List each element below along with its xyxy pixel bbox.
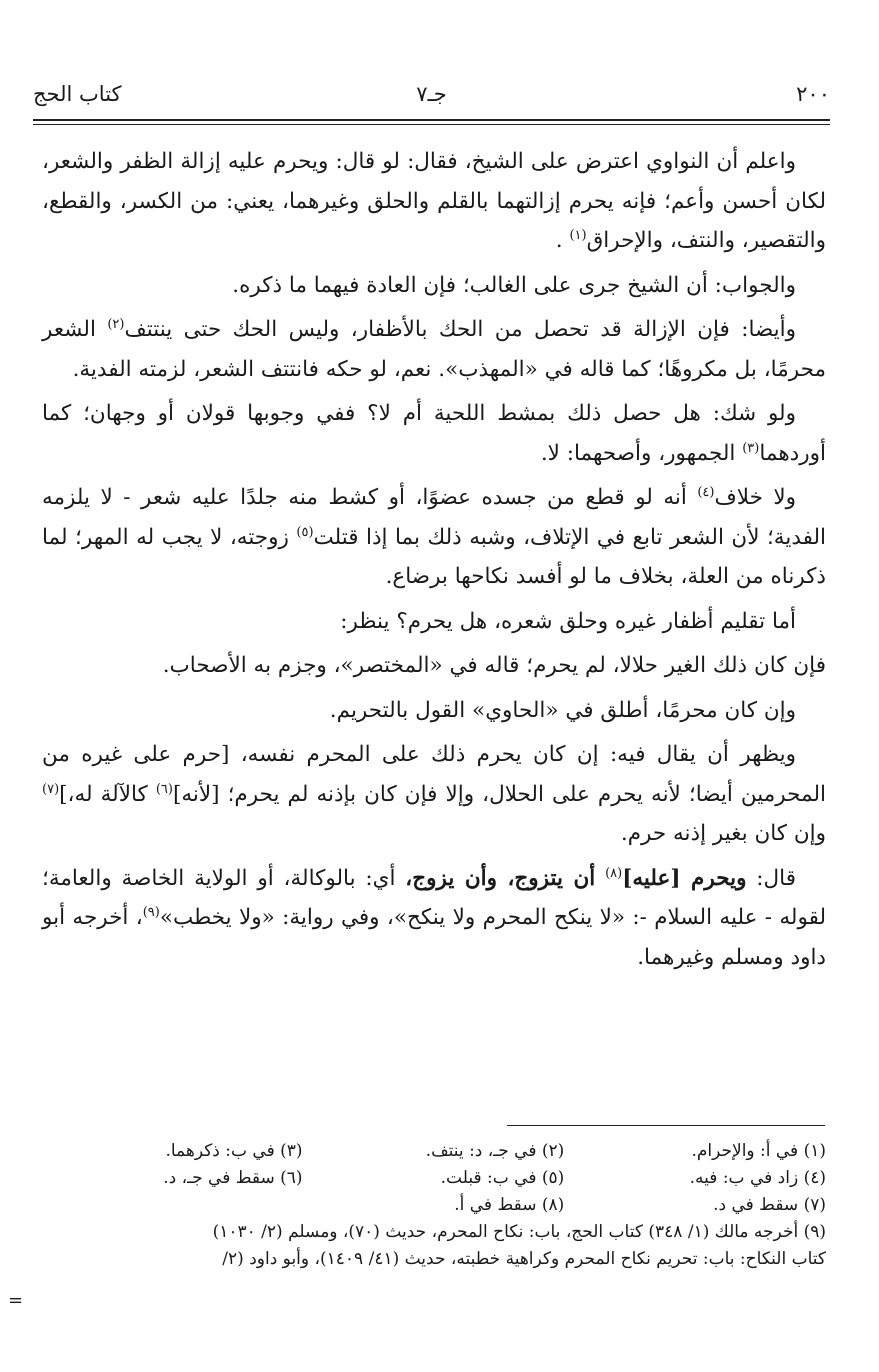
footnote-rule — [507, 1125, 825, 1126]
page-number: ٢٠٠ — [796, 82, 830, 106]
paragraph: ولو شك: هل حصل ذلك بمشط اللحية أم لا؟ ففي وجوبها قولان أو وجهان؛ كما أوردهما$^{(٣)}$ الجمهور، وأصحهما: لا. — [42, 401, 826, 466]
footnote-ref: (٧) — [42, 781, 60, 797]
main-text — [42, 142, 826, 982]
footnote-ref: (٢) — [107, 316, 125, 332]
footnote-row: (٤) زاد في ب: فيه. (٥) في ب: قبلت. (٦) سقط في جـ، د. — [163, 1168, 826, 1188]
paragraph: أما تقليم أظفار غيره وحلق شعره، هل يحرم؟ ينظر: — [340, 608, 796, 634]
paragraph: ولا خلاف$^{(٤)}$ أنه لو قطع من جسده عضوًا، أو كشط منه جلدًا عليه شعر - لا يلزمه الفدية؛ لأن الشعر تابع في الإتلاف، وشبه ذلك بما إذا قتلت$^{(٥)}$ زوجته، لا يجب له المهر؛ لما ذكرناه من العلة، بخلاف ما لو أفسد نكاحها برضاع. — [42, 484, 827, 589]
paragraph: ويظهر أن يقال فيه: إن كان يحرم ذلك على المحرم نفسه، [حرم على غيره من المحرمين أيضا؛ لأنه يحرم على الحلال، وإلا فإن كان بإذنه لم يحرم؛ [لأنه]$^{(٦)}$ كالآلة له،]$^{(٧)}$ وإن كان بغير إذنه حرم. — [42, 742, 826, 846]
footnote-9-continued: كتاب النكاح: باب: تحريم نكاح المحرم وكراهية خطبته، حديث (٤١/ ١٤٠٩)، وأبو داود (٢/ — [222, 1249, 826, 1269]
footnote-row: (٧) سقط في د. (٨) سقط في أ. — [454, 1195, 826, 1215]
footnote-row: (١) في أ: والإحرام. (٢) في جـ، د: ينتف. (٣) في ب: ذكرهما. — [165, 1141, 826, 1161]
footnote-ref: (٩) — [142, 904, 160, 920]
header-rule — [33, 119, 830, 121]
book-title: كتاب الحج — [33, 82, 122, 106]
footnote-9: (٩) أخرجه مالك (١/ ٣٤٨) كتاب الحج، باب: نكاح المحرم، حديث (٧٠)، ومسلم (٢/ ١٠٣٠) — [212, 1222, 826, 1242]
footnote-ref: (٨) — [605, 865, 623, 881]
paragraph: فإن كان ذلك الغير حلالا، لم يحرم؛ قاله في «المختصر»، وجزم به الأصحاب. — [162, 653, 826, 678]
footnote-ref: (٣) — [742, 440, 760, 456]
paragraph: وإن كان محرمًا، أطلق في «الحاوي» القول بالتحريم. — [329, 697, 796, 723]
footnote-ref: (٤) — [697, 484, 715, 500]
paragraph: وأيضا: فإن الإزالة قد تحصل من الحك بالأظفار، وليس الحك حتى ينتتف$^{(٢)}$ الشعر محرمًا، بل مكروهًا؛ كما قاله في «المهذب». نعم، لو حكه فانتتف الشعر، لزمته الفدية. — [42, 316, 826, 382]
header-rule-thin — [33, 124, 830, 125]
paragraph: قال: ويحرم [عليه]$^{(٨)}$ أن يتزوج، وأن يزوج، أي: بالوكالة، أو الولاية الخاصة والعامة؛ لقوله - عليه السلام -: «لا ينكح المحرم ولا ينكح»، وفي رواية: «ولا يخطب»$^{(٩)}$، أخرجه أبو داود ومسلم وغيرهما. — [42, 865, 826, 970]
footnote-ref: (٦) — [155, 781, 173, 797]
edge-mark: = — [8, 1290, 24, 1311]
footnote-ref: (١) — [569, 227, 587, 243]
running-header — [33, 82, 830, 108]
paragraph: والجواب: أن الشيخ جرى على الغالب؛ فإن العادة فيهما ما ذكره. — [232, 272, 796, 298]
footnote-ref: (٥) — [296, 524, 314, 540]
footnotes — [40, 1138, 826, 1273]
volume-label: جـ٧ — [416, 82, 447, 106]
paragraph: واعلم أن النواوي اعترض على الشيخ، فقال: لو قال: ويحرم عليه إزالة الظفر والشعر، لكان أحسن وأعم؛ فإنه يحرم إزالتهما بالقلم والحلق وغيرهما، يعني: من الكسر، والقطع، والتقصير، والنتف، والإحراق$^{(١)}$ . — [42, 149, 826, 253]
